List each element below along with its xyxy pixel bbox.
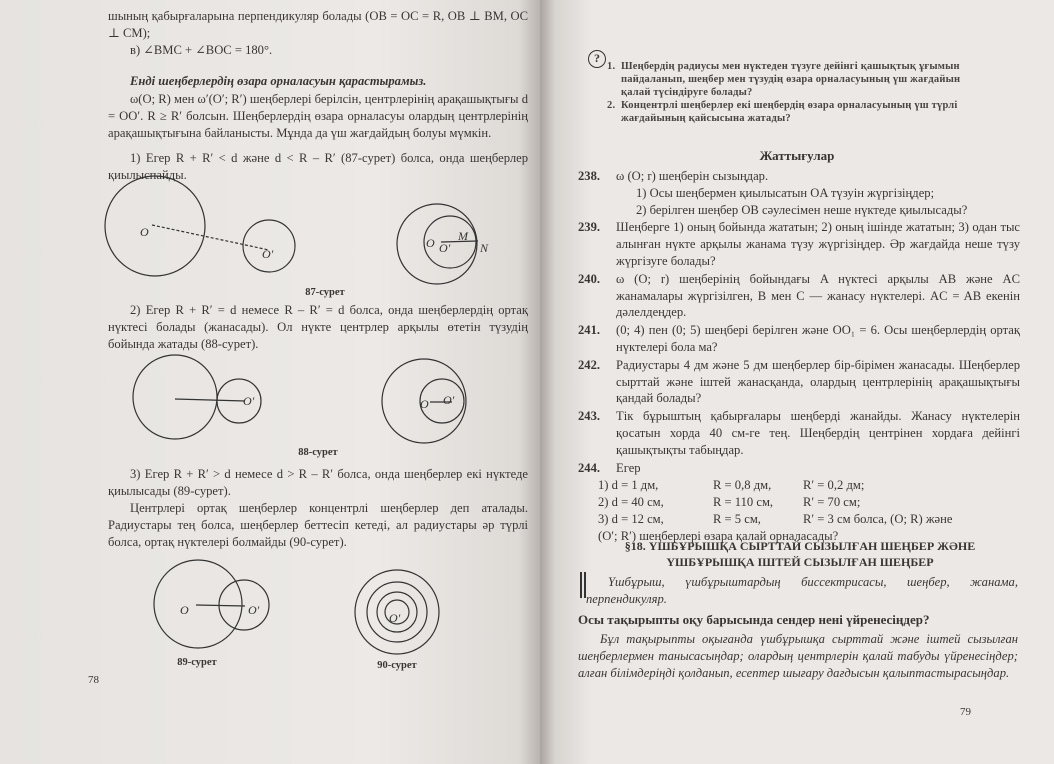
exercise-number: 240.	[578, 271, 601, 286]
case-cell: R′ = 70 см;	[803, 495, 861, 510]
paragraph-case1: 1) Егер R + R′ < d және d < R – R′ (87-сурет) болса, онда шеңберлер қиылыспайды.	[108, 151, 528, 182]
label-n: N	[480, 241, 489, 255]
paragraph-case2: 2) Егер R + R′ = d немесе R – R′ = d болса, онда шеңберлердің ортақ нүктесі болады (жанасады). Ол нүкте центрлер арқылы өтетін түзудің бойында жатады (88-сурет).	[108, 303, 528, 351]
paragraph-case3: 3) Егер R + R′ > d немесе d > R – R′ болса, онда шеңберлер екі нүктеде қиылысады (89-сурет).	[108, 467, 528, 498]
case-cell: R′ = 0,2 дм;	[803, 478, 865, 493]
exercise-sub: 2) берілген шеңбер OB сәулесімен неше нүктеде қиылысады?	[636, 202, 968, 217]
question-icon: ?	[588, 50, 606, 68]
figure-89-caption: 89-сурет	[177, 657, 217, 668]
label-o-prime: O′	[262, 247, 274, 261]
case-cell: R = 5 см,	[713, 511, 761, 526]
exercise-text: Тік бұрыштың қабырғалары шеңберді жанайды. Жанасу нүктелерін қосатын хорда 40 см-ге тең. Шеңбердің центрінен хордаға дейінгі қашықтықты табыңдар.	[616, 409, 1020, 457]
exercise-number: 239.	[578, 220, 601, 235]
learn-question: Осы тақырыпты оқу барысында сендер нені үйренесіңдер?	[578, 612, 930, 627]
case-cell: R′ = 3 см болса, (O; R) және	[803, 511, 953, 526]
label-o: O	[420, 397, 429, 411]
exercise-239	[578, 219, 1020, 269]
paragraph-concentric: Центрлері ортақ шеңберлер концентрлі шеңберлер деп аталады. Радиустары тең болса, шеңберлер беттесіп кетеді, ал радиустары әр түрлі болса, ортақ нүктелері болмайды (90-сурет).	[108, 501, 528, 549]
question-number: 1.	[607, 61, 616, 72]
case-cell: 1) d = 1 дм,	[598, 478, 659, 493]
exercise-number: 241.	[578, 323, 601, 338]
label-o-prime: O′	[248, 603, 260, 617]
question-item	[607, 99, 985, 125]
exercise-text: (0; 4) пен (0; 5) шеңбері берілген және OO₁ = 6. Осы шеңберлердің ортақ нүктелері бола ма?	[616, 323, 1020, 354]
exercise-244-tail: (O′; R′) шеңберлері өзара қалай орналасады?	[598, 528, 839, 543]
figure-88	[133, 355, 466, 443]
exercise-242	[578, 357, 1020, 407]
section-title: §18. ҮШБҰРЫШҚА СЫРТТАЙ СЫЗЫЛҒАН ШЕҢБЕР ЖӘНЕ ҮШБҰРЫШҚА ІШТЕЙ СЫЗЫЛҒАН ШЕҢБЕР	[624, 539, 976, 569]
exercise-text: Радиустары 4 дм және 5 дм шеңберлер бір-бірімен жанасады. Шеңберлер сырттай және іштей жанасқанда, олардың центрлерінің арақашықтығы қандай болады?	[616, 357, 1020, 406]
case-cell: R = 110 см,	[713, 495, 774, 510]
label-o: O	[426, 236, 435, 250]
exercise-244	[578, 460, 1020, 477]
exercise-240	[578, 271, 1020, 321]
exercise-244-cases	[578, 477, 1020, 544]
question-text: Шеңбердің радиусы мен нүктеден түзуге дейінгі қашықтық ұғымын пайдаланып, шеңбер мен түзудің өзара орналасуының үш жағдайын қалай түсіндіруге болады?	[621, 61, 961, 98]
exercises-list	[578, 168, 1020, 545]
exercise-text: Егер	[616, 460, 641, 475]
page-number: 78	[88, 674, 99, 686]
label-m: M	[458, 229, 468, 243]
exercise-241	[578, 322, 1020, 356]
case-cell: 3) d = 12 см,	[598, 511, 664, 526]
label-o-prime: O′	[389, 611, 401, 625]
question-text: Концентрлі шеңберлер екі шеңбердің өзара орналасуының үш түрлі жағдайының қайсысына жатады?	[621, 100, 958, 124]
exercise-text: ω (O; r) шеңберінің бойындағы A нүктесі арқылы AB және AC жанамалары жүргізілген, B мен C — жанасу нүктелері. AC = AB екенін дәлелдеңдер.	[616, 271, 1020, 320]
paragraph-intro: ω(O; R) мен ω′(O′; R′) шеңберлері берілсін, центрлерінің арақашықтығы d = OO′. R ≥ R′ болсын. Шеңберлердің өзара орналасуы олардың центрлерінің арақашықтығына байланысты. Мұнда да үш жағдайдың болуы мүмкін.	[108, 92, 528, 140]
exercise-238	[578, 168, 1020, 218]
keywords: Үшбұрыш, үшбұрыштардың биссектрисасы, шеңбер, жанама, перпендикуляр.	[586, 575, 1018, 606]
exercise-number: 243.	[578, 409, 601, 424]
label-o-prime: O′	[243, 394, 255, 408]
exercise-sub: 1) Осы шеңбермен қиылысатын OA түзуін жүргізіңдер;	[636, 185, 935, 200]
section-heading: Енді шеңберлердің өзара орналасуын қарастырамыз.	[130, 74, 427, 88]
question-number: 2.	[607, 100, 616, 111]
exercise-number: 242.	[578, 357, 601, 372]
case-cell: R = 0,8 дм,	[713, 478, 772, 493]
label-o: O	[140, 225, 149, 239]
exercises-title: Жаттығулар	[759, 148, 835, 163]
figure-88-caption: 88-сурет	[298, 447, 338, 458]
label-o-prime: O′	[439, 241, 451, 255]
exercise-number: 244.	[578, 460, 601, 475]
exercise-number: 238.	[578, 169, 601, 183]
review-questions	[607, 60, 985, 125]
right-page	[540, 0, 1054, 764]
intro-line: в) ∠BMC + ∠BOC = 180°.	[130, 42, 273, 57]
learn-text: Бұл тақырыпты оқығанда үшбұрышқа сырттай және іштей сызылған шеңберлермен танысасыңдар; олардың центрлерін қалай табуды үйренесіңдер; алған білімдеріңді қолданып, есептер шығару дағдысын қалыптастырасыңдар.	[578, 632, 1018, 680]
figure-90-caption: 90-сурет	[377, 660, 417, 671]
figure-87-labels	[140, 225, 489, 261]
question-item	[607, 60, 985, 99]
intro-line: шының қабырғаларына перпендикуляр болады (OB = OC = R, OB ⊥ BM, OC ⊥ CM);	[108, 9, 528, 40]
exercise-text: Шеңберге 1) оның бойында жататын; 2) оның ішінде жататын; 3) одан тыс алынған нүкте арқылы жанама түзу жүргізіңдер. Әр жағдайда неше түзу жүргізуге болады?	[616, 220, 1020, 268]
exercise-text: ω (O; r) шеңберін сызыңдар.	[616, 169, 769, 183]
label-o-prime: O′	[443, 393, 455, 407]
label-o: O	[180, 603, 189, 617]
figure-87-caption: 87-сурет	[305, 287, 345, 298]
exercise-243	[578, 408, 1020, 458]
page-number: 79	[960, 706, 971, 718]
case-cell: 2) d = 40 см,	[598, 495, 664, 510]
